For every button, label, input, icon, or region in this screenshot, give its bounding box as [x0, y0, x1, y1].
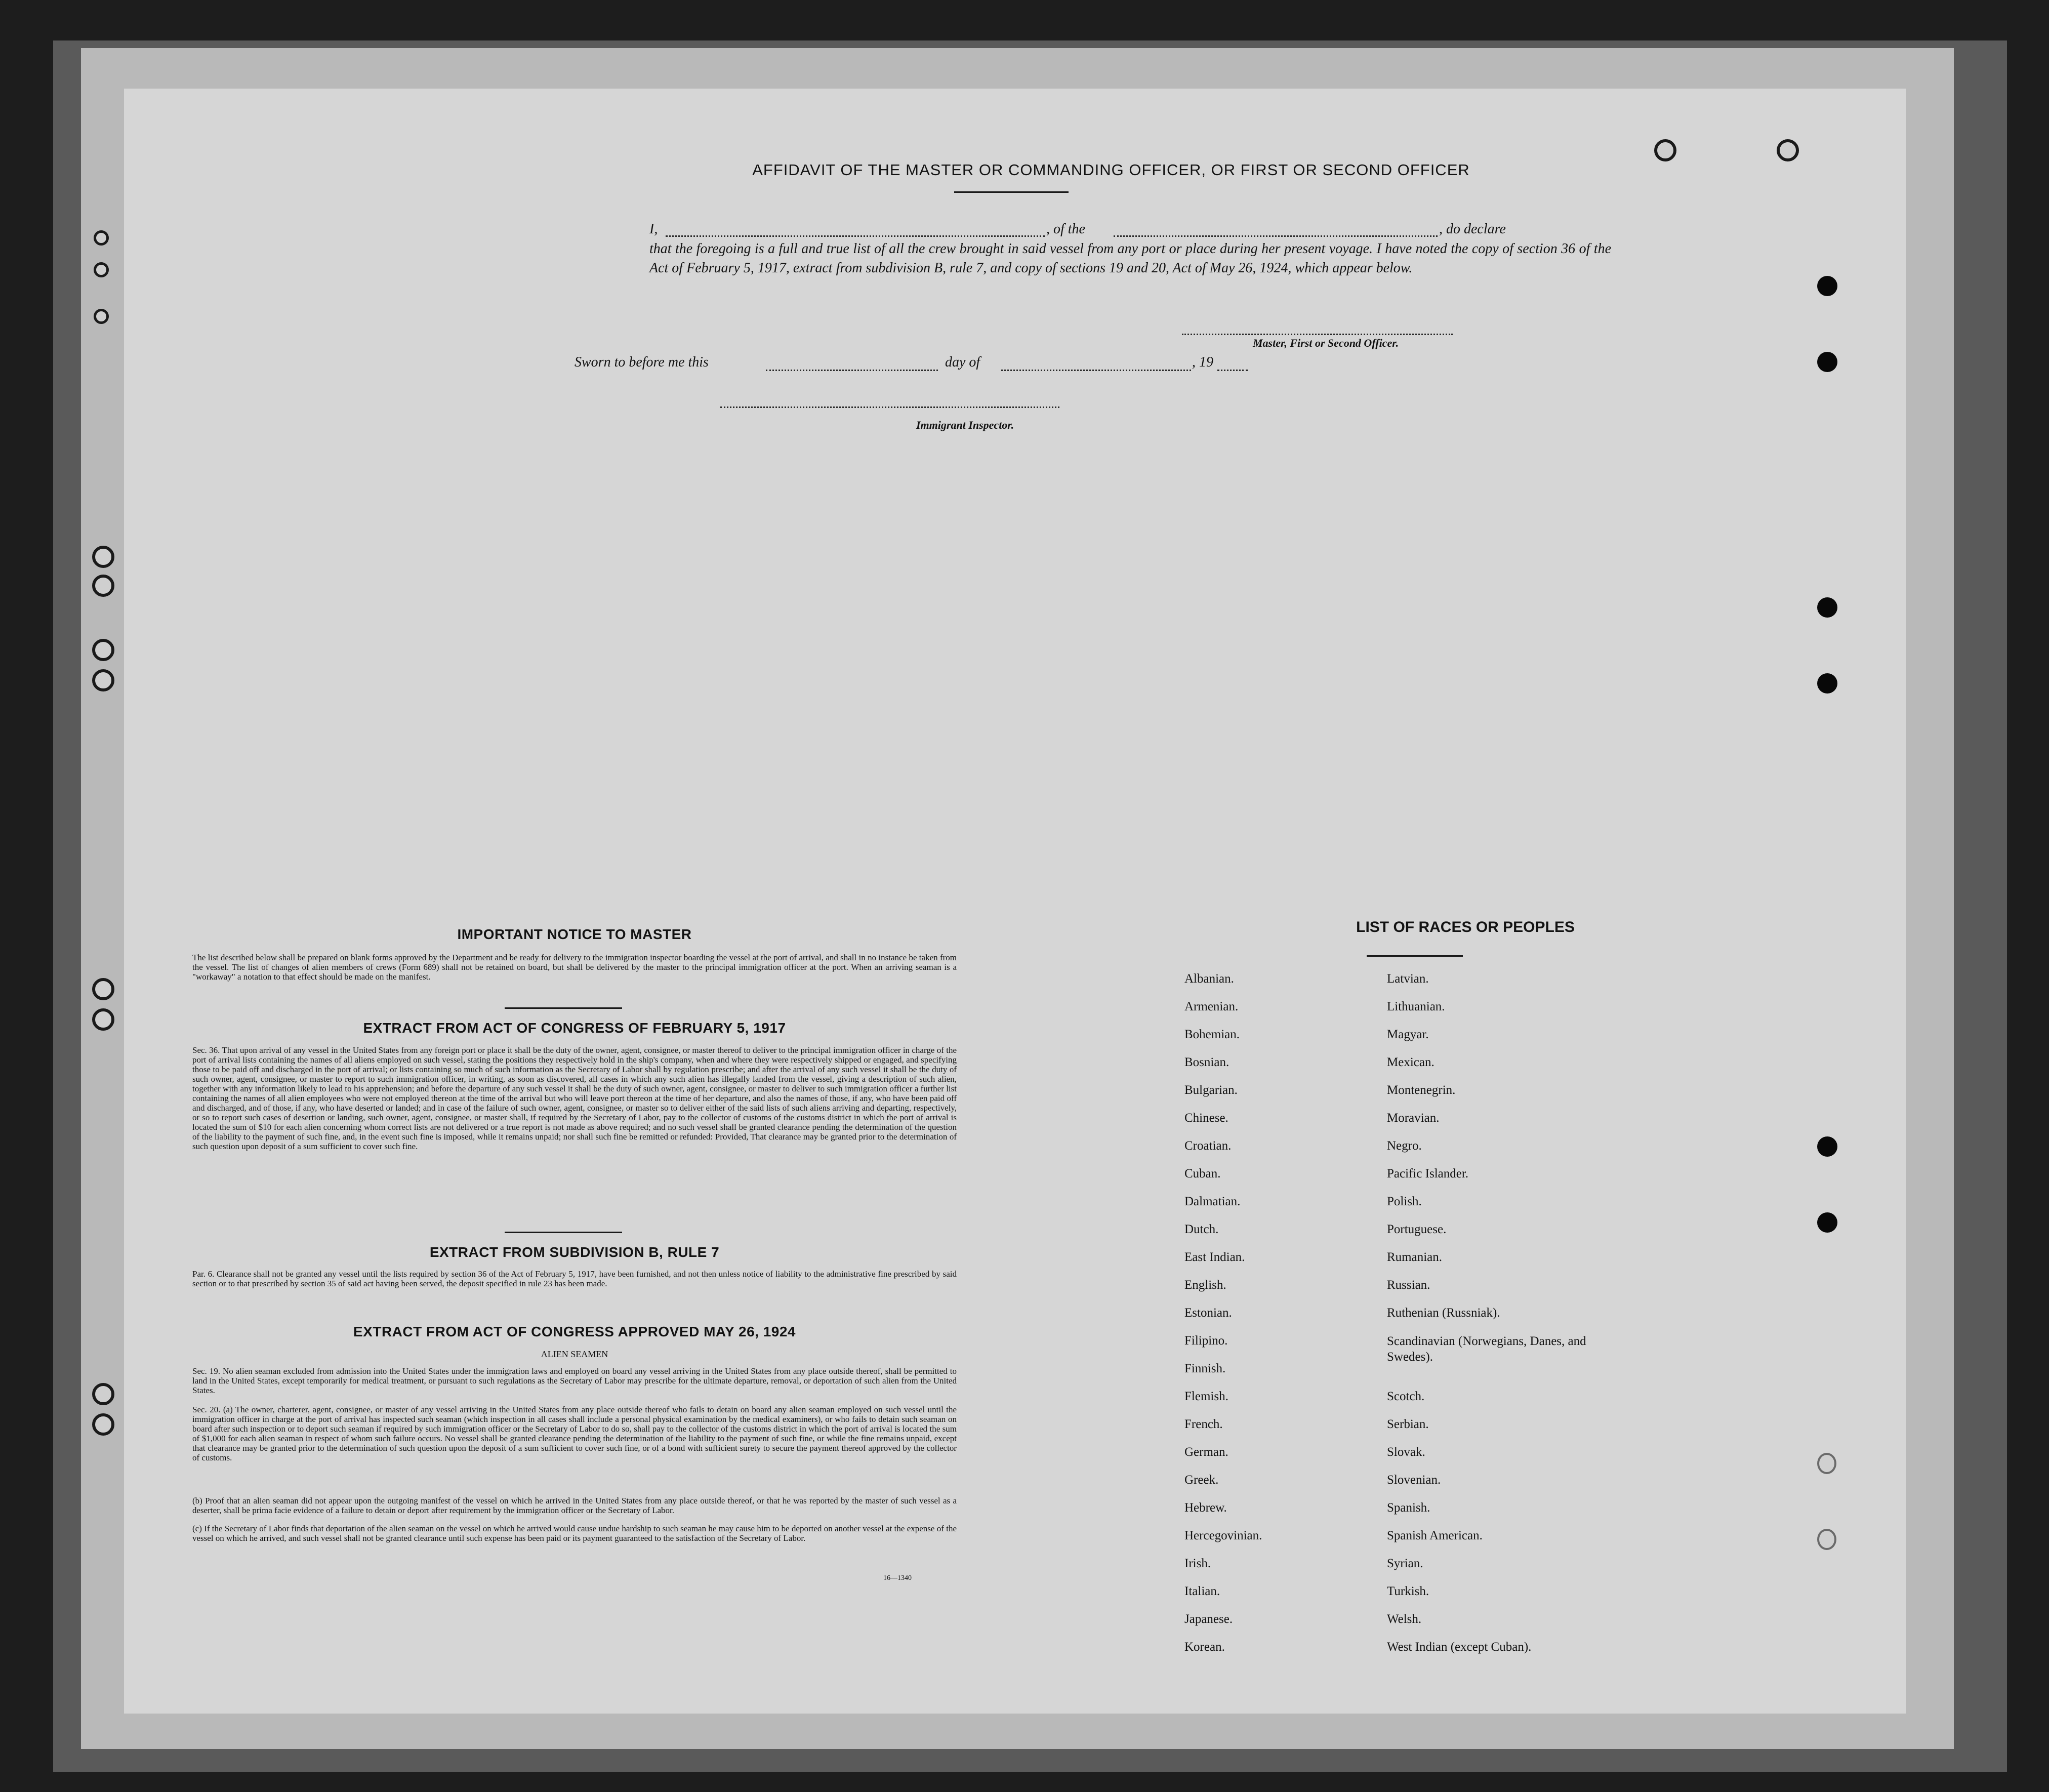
race-item: Korean.	[1184, 1640, 1225, 1654]
race-item: Cuban.	[1184, 1167, 1221, 1180]
punch-hole	[1817, 276, 1837, 296]
binder-hole	[92, 575, 114, 597]
race-item: Portuguese.	[1387, 1223, 1447, 1236]
binder-hole	[92, 978, 114, 1000]
race-item: Spanish American.	[1387, 1529, 1483, 1542]
extract-1917-title: EXTRACT FROM ACT OF CONGRESS OF FEBRUARY 5, 1917	[363, 1020, 786, 1036]
affidavit-i-label: I,	[649, 221, 658, 237]
notice-title: IMPORTANT NOTICE TO MASTER	[457, 926, 692, 942]
race-item: Armenian.	[1184, 1000, 1239, 1013]
race-item: Dalmatian.	[1184, 1195, 1241, 1208]
vessel-blank	[1114, 235, 1438, 237]
affidavit-body: that the foregoing is a full and true list of all the crew brought in said vessel from any port or place during her present voyage. I have noted the copy of section 36 of the Act of February 5, 1917, extract from subdivision B, rule 7, and copy of sections 19 and 20, Act of May 26, 1924, which appear below.	[649, 241, 1611, 276]
binder-hole	[92, 669, 114, 691]
notice-body: The list described below shall be prepared on blank forms approved by the Department and be ready for delivery to the immigration inspector boarding the vessel at the port of arrival, and shall in no instance be taken from the vessel. The list of changes of alien members of crews (Form 689) shall not be retained on board, but shall be delivered by the master to the principal immigration officer at the port. When an arriving seaman is a "workaway" a notation to that effect should be made on the manifest.	[192, 953, 957, 982]
form-number: 16—1340	[883, 1574, 912, 1582]
affidavit-page	[124, 89, 1906, 1714]
race-item: Negro.	[1387, 1139, 1422, 1153]
race-item: Russian.	[1387, 1278, 1430, 1292]
sec20a-body: Sec. 20. (a) The owner, charterer, agent, consignee, or master of any vessel arriving in the United States from any place outside thereof who fails to detain on board any alien seaman employed on such vessel until the immigration officer in charge at the port of arrival has inspected such seaman (which inspection in all cases shall include a personal physical examination by the medical examiners), or who fails to detain such seaman on board after such inspection or to deport such seaman if required by such immigration officer or the Secretary of Labor to do so, shall pay to the collector of the customs district in which the port of arrival is located the sum of $1,000 for each alien seaman in respect of whom such failure occurs. No vessel shall be granted clearance pending the determination of the liability to the payment of such fine, or while the fine remains unpaid, except that clearance may be granted prior to the determination of such question upon the deposit of a sum sufficient to cover such fine, or of a bond with sufficient surety to secure the payment thereof approved by the collector of customs.	[192, 1405, 957, 1463]
inspector-caption: Immigrant Inspector.	[916, 419, 1014, 431]
race-item: West Indian (except Cuban).	[1387, 1640, 1532, 1654]
race-item: East Indian.	[1184, 1250, 1245, 1264]
sec19-body: Sec. 19. No alien seaman excluded from admission into the United States under the immigration laws and employed on board any vessel arriving in the United States from any place outside thereof, shall be permitted to land in the United States, except temporarily for medical treatment, or pursuant to such regulations as the Secretary of Labor may prescribe for the ultimate departure, removal, or deportation of such alien from the United States.	[192, 1366, 957, 1396]
races-underline	[1367, 955, 1463, 957]
race-item: Spanish.	[1387, 1501, 1430, 1515]
binder-hole	[92, 1413, 114, 1436]
race-item: Mexican.	[1387, 1055, 1435, 1069]
affidavit-title: AFFIDAVIT OF THE MASTER OR COMMANDING OFFICER, OR FIRST OR SECOND OFFICER	[752, 161, 1470, 179]
race-item: Filipino.	[1184, 1334, 1228, 1348]
race-item: Magyar.	[1387, 1028, 1429, 1041]
race-item: Irish.	[1184, 1557, 1211, 1570]
race-item: Bosnian.	[1184, 1055, 1230, 1069]
race-item: Estonian.	[1184, 1306, 1232, 1320]
punch-hole	[1817, 673, 1837, 694]
race-item: Serbian.	[1387, 1417, 1429, 1431]
punch-hole	[1817, 597, 1837, 618]
affidavit-of-the-label: , of the	[1046, 221, 1085, 237]
race-item: Albanian.	[1184, 972, 1234, 986]
race-item: Hercegovinian.	[1184, 1529, 1262, 1542]
binder-hole	[94, 230, 109, 246]
race-item: Turkish.	[1387, 1584, 1429, 1598]
binder-hole	[92, 546, 114, 568]
race-item: Syrian.	[1387, 1557, 1423, 1570]
race-item: Moravian.	[1387, 1111, 1440, 1125]
race-item: French.	[1184, 1417, 1223, 1431]
name-blank	[666, 235, 1045, 237]
sworn-label: Sworn to before me this	[575, 354, 709, 370]
punch-hole	[1817, 1212, 1837, 1233]
punch-hole	[1654, 139, 1676, 161]
punch-hole	[1817, 1136, 1837, 1157]
rule7-body: Par. 6. Clearance shall not be granted any vessel until the lists required by section 36 of the Act of February 5, 1917, have been furnished, and not then unless notice of liability to the administrative fine prescribed by said section or to that prescribed by section 35 of said act having been served, the deposit specified in rule 23 has been made.	[192, 1269, 957, 1289]
race-item: Hebrew.	[1184, 1501, 1227, 1515]
race-item: Montenegrin.	[1387, 1083, 1456, 1097]
sworn-year-label: , 19	[1192, 354, 1213, 370]
binder-hole	[94, 262, 109, 277]
race-item: Slovak.	[1387, 1445, 1425, 1459]
race-item: English.	[1184, 1278, 1226, 1292]
section-divider	[505, 1232, 622, 1233]
race-item: Dutch.	[1184, 1223, 1219, 1236]
punch-hole	[1777, 139, 1799, 161]
sworn-day-blank	[766, 370, 938, 371]
race-item: Italian.	[1184, 1584, 1220, 1598]
rule7-title: EXTRACT FROM SUBDIVISION B, RULE 7	[429, 1244, 720, 1260]
race-item: Finnish.	[1184, 1362, 1226, 1375]
binder-hole	[92, 1383, 114, 1405]
race-item: Welsh.	[1387, 1612, 1422, 1626]
sec20b-body: (b) Proof that an alien seaman did not appear upon the outgoing manifest of the vessel on which he arrived in the United States from any place outside thereof, or that he was reported by the master of such vessel as a deserter, shall be prima facie evidence of a failure to detain or deport after requirement by the immigration officer or the Secretary of Labor.	[192, 1496, 957, 1516]
sec20c-body: (c) If the Secretary of Labor finds that deportation of the alien seaman on the vessel on which he arrived would cause undue hardship to such seaman he may cause him to be deported on another vessel at the expense of the vessel on which he arrived, and such vessel shall not be granted clearance until such expense has been paid or its payment guaranteed to the satisfaction of the Secretary of Labor.	[192, 1524, 957, 1543]
race-item: Japanese.	[1184, 1612, 1233, 1626]
sworn-day-of-label: day of	[945, 354, 980, 370]
binder-hole	[92, 639, 114, 661]
race-item: Scandinavian (Norwegians, Danes, and Swedes).	[1387, 1334, 1586, 1364]
race-item: Rumanian.	[1387, 1250, 1443, 1264]
race-item: Scotch.	[1387, 1390, 1425, 1403]
race-item: Chinese.	[1184, 1111, 1228, 1125]
race-item: Greek.	[1184, 1473, 1219, 1487]
punch-hole	[1817, 1529, 1836, 1550]
extract-1924-title: EXTRACT FROM ACT OF CONGRESS APPROVED MAY 26, 1924	[353, 1324, 796, 1339]
race-item: Lithuanian.	[1387, 1000, 1445, 1013]
master-signature-line	[1182, 334, 1453, 335]
sworn-year-blank	[1217, 370, 1248, 371]
race-item: Ruthenian (Russniak).	[1387, 1306, 1500, 1320]
extract-1924-subtitle: ALIEN SEAMEN	[541, 1349, 608, 1359]
punch-hole	[1817, 1453, 1836, 1474]
sworn-month-blank	[1001, 370, 1191, 371]
master-caption: Master, First or Second Officer.	[1253, 337, 1399, 349]
title-underline	[954, 191, 1069, 193]
race-item: Croatian.	[1184, 1139, 1232, 1153]
inspector-signature-line	[720, 406, 1059, 408]
race-item: Flemish.	[1184, 1390, 1228, 1403]
race-item: Polish.	[1387, 1195, 1422, 1208]
section-divider	[505, 1007, 622, 1009]
punch-hole	[1817, 352, 1837, 372]
races-title: LIST OF RACES OR PEOPLES	[1356, 919, 1575, 935]
binder-hole	[94, 309, 109, 324]
affidavit-declare-label: , do declare	[1439, 221, 1506, 237]
extract-1917-body: Sec. 36. That upon arrival of any vessel in the United States from any foreign port or place it shall be the duty of the owner, agent, consignee, or master thereof to deliver to the principal immigration officer in charge of the port of arrival lists containing the names of all aliens employed on such vessel, stating the positions they respectively hold in the ship's company, when and where they were respectively shipped or engaged, and specifying those to be paid off and discharged in the port of arrival; or lists containing so much of such information as the Secretary of Labor shall by regulation prescribe; and after the arrival of any such vessel it shall be the duty of such owner, agent, consignee, or master to report to such immigration officer, in writing, as soon as discovered, all cases in which any such alien has illegally landed from the vessel, giving a description of such alien, together with any information likely to lead to his apprehension; and before the departure of any such vessel it shall be the duty of such owner, agent, consignee, or master to deliver to such immigration officer a further list containing the names of all alien employees who were not employed thereon at the time of the arrival but who will leave port thereon at the time of her departure, and also the names of those, if any, who have been paid off and discharged, and of those, if any, who have deserted or landed; and in case of the failure of such owner, agent, consignee, or master so to deliver either of the said lists of such aliens arriving and departing, respectively, or so to report such cases of desertion or landing, such owner, agent, consignee, or master shall, if required by the Secretary of Labor, pay to the collector of customs of the customs district in which the port of arrival is located the sum of $10 for each alien concerning whom correct lists are not delivered or a true report is not made as above required; and no such vessel shall be granted clearance pending the determination of the question of the liability to the payment of such fine, and, in the event such fine is imposed, while it remains unpaid; nor shall such fine be remitted or refunded: Provided, That clearance may be granted prior to the determination of such question upon deposit of a sum sufficient to cover such fine.	[192, 1045, 957, 1152]
race-item: Bohemian.	[1184, 1028, 1240, 1041]
race-item: Latvian.	[1387, 972, 1429, 986]
binder-hole	[92, 1008, 114, 1031]
race-item: Slovenian.	[1387, 1473, 1441, 1487]
race-item: Pacific Islander.	[1387, 1167, 1469, 1180]
race-item: Bulgarian.	[1184, 1083, 1238, 1097]
race-item: German.	[1184, 1445, 1228, 1459]
